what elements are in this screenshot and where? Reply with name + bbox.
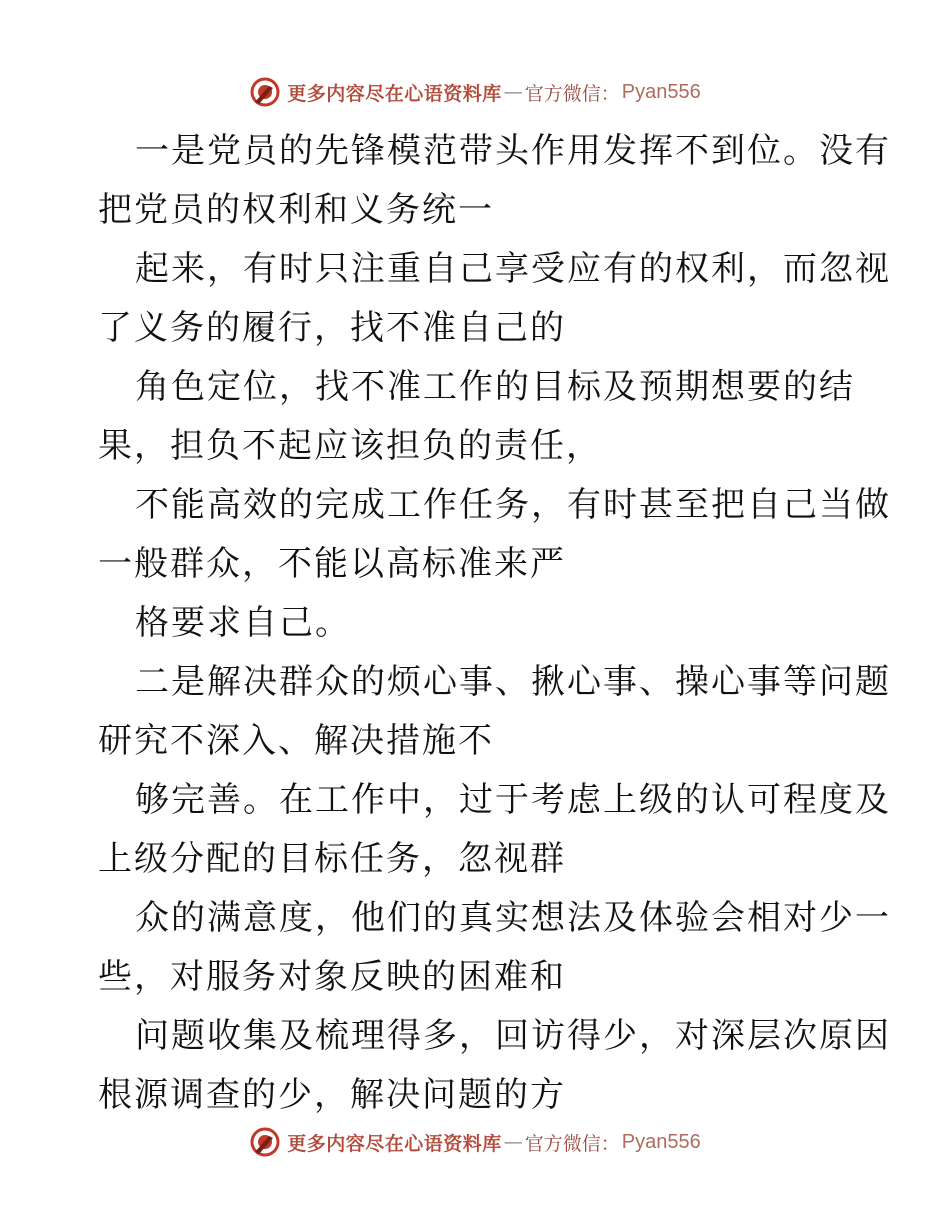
logo-icon: [249, 76, 281, 108]
text-line: 角色定位，找不准工作的目标及预期想要的结: [135, 367, 855, 407]
document-body: [98, 122, 891, 1125]
logo-icon: [249, 1126, 281, 1158]
text-line: 起来，有时只注重自己享受应有的权利，而忽视: [135, 249, 891, 289]
banner-secondary-text: 官方微信：: [524, 1132, 620, 1155]
banner-main-text: 更多内容尽在心语资料库: [287, 82, 502, 105]
banner-main-text: 更多内容尽在心语资料库: [287, 1132, 502, 1155]
text-line: 够完善。在工作中，过于考虑上级的认可程度及: [135, 780, 891, 820]
text-line: 问题收集及梳理得多，回访得少，对深层次原因: [135, 1016, 891, 1056]
text-line: 些，对服务对象反映的困难和: [98, 957, 566, 997]
text-line: 果，担负不起应该担负的责任，: [98, 426, 602, 466]
text-line: 一是党员的先锋模范带头作用发挥不到位。没有: [135, 131, 891, 171]
text-line: 众的满意度，他们的真实想法及体验会相对少一: [135, 898, 891, 938]
text-line: 一般群众，不能以高标准来严: [98, 544, 566, 584]
header-banner: [0, 72, 950, 112]
banner-secondary-text: 官方微信：: [524, 82, 620, 105]
banner-dash: —: [503, 81, 523, 103]
text-line: 把党员的权利和义务统一: [98, 190, 494, 230]
text-line: 了义务的履行，找不准自己的: [98, 308, 566, 348]
banner-wechat-id: Pyan556: [621, 1130, 701, 1153]
text-line: 格要求自己。: [135, 603, 351, 643]
banner-wechat-id: Pyan556: [621, 80, 701, 103]
text-line: 二是解决群众的烦心事、揪心事、操心事等问题: [135, 662, 891, 702]
text-line: 根源调查的少，解决问题的方: [98, 1075, 566, 1115]
banner-dash: —: [503, 1131, 523, 1153]
text-line: 不能高效的完成工作任务，有时甚至把自己当做: [135, 485, 891, 525]
text-line: 上级分配的目标任务，忽视群: [98, 839, 566, 879]
text-line: 研究不深入、解决措施不: [98, 721, 494, 761]
footer-banner: [0, 1122, 950, 1162]
